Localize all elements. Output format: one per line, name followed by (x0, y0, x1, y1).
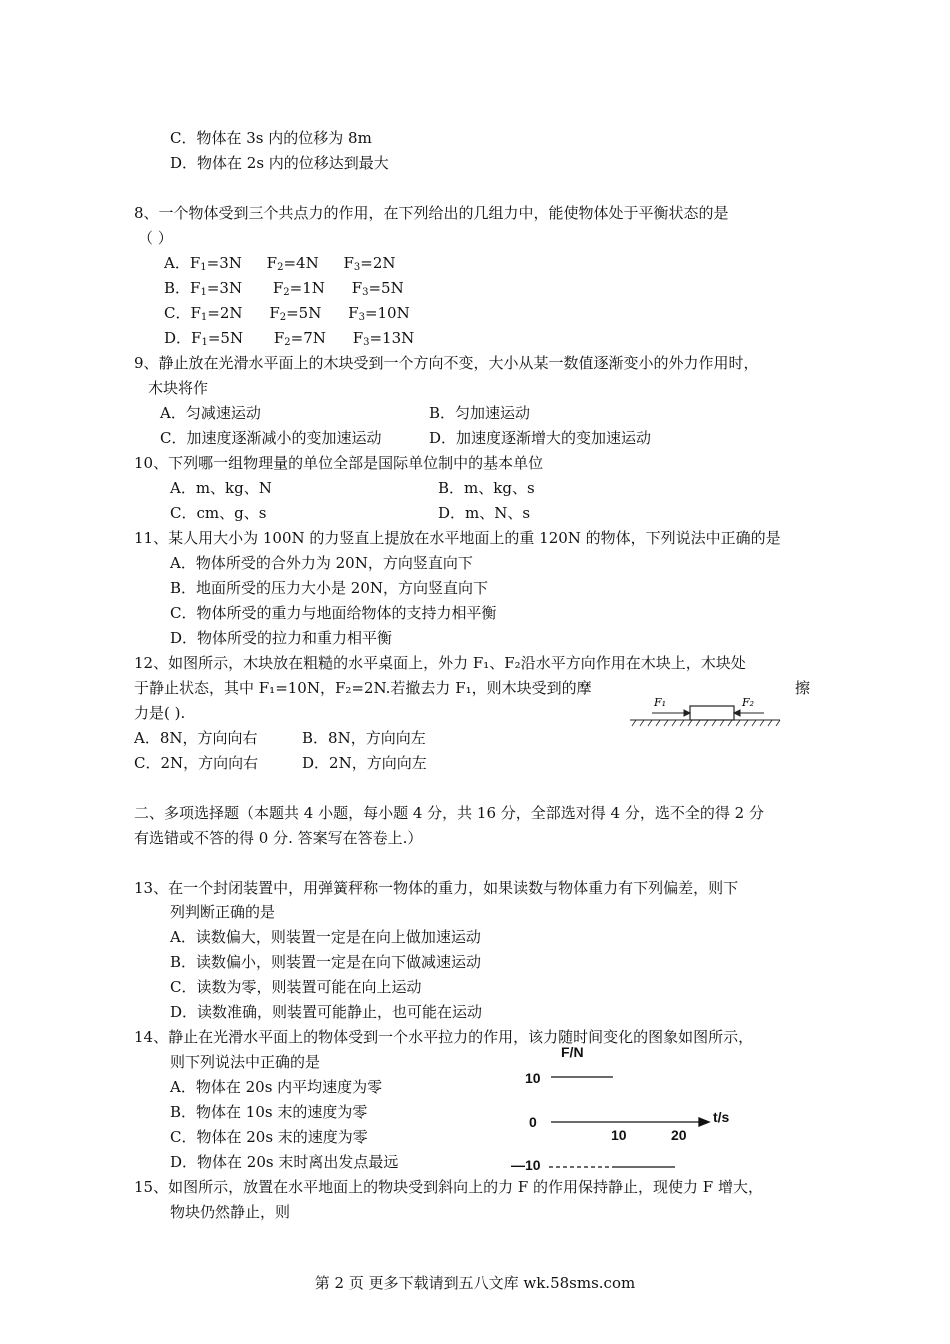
q10-option-c: C．cm、g、s (170, 504, 267, 522)
q12-stem-line3: 力是( ). (134, 704, 186, 722)
q12-option-b: B．8N，方向向左 (302, 729, 426, 747)
q11-option-b: B．地面所受的压力大小是 20N，方向竖直向下 (170, 579, 489, 597)
q8-option-c: C．$F_1=2N$ $F_2=5N$ $F_3=10N$ (164, 304, 410, 323)
chart-y-axis-label: F/N (561, 1044, 584, 1060)
q15-stem-line2: 物块仍然静止，则 (170, 1203, 291, 1221)
q13-option-a: A．读数偏大，则装置一定是在向上做加速运动 (170, 928, 481, 946)
q10-stem: 10、下列哪一组物理量的单位全部是国际单位制中的基本单位 (134, 454, 544, 472)
q9-option-d: D．加速度逐渐增大的变加速运动 (429, 429, 652, 447)
q10-option-a: A．m、kg、N (170, 479, 272, 497)
q14-option-a: A．物体在 20s 内平均速度为零 (170, 1078, 383, 1096)
q8-stem: 8、一个物体受到三个共点力的作用，在下列给出的几组力中，能使物体处于平衡状态的是 (134, 204, 729, 222)
q11-option-d: D．物体所受的拉力和重力相平衡 (170, 629, 393, 647)
q7-option-c: C．物体在 3s 内的位移为 8m (170, 129, 372, 147)
q12-stem-line2: 于静止状态，其中 F₁=10N，F₂=2N.若撤去力 F₁，则木块受到的摩 (134, 679, 592, 697)
q9-stem-line2: 木块将作 (148, 379, 209, 397)
q11-option-a: A．物体所受的合外力为 20N，方向竖直向下 (170, 554, 473, 572)
q13-option-d: D．读数准确，则装置可能静止，也可能在运动 (170, 1003, 483, 1021)
q9-option-a: A．匀减速运动 (160, 404, 261, 422)
q14-option-d: D．物体在 20s 末时离出发点最远 (170, 1153, 399, 1171)
q13-stem-line1: 13、在一个封闭装置中，用弹簧秤称一物体的重力，如果读数与物体重力有下列偏差，则下 (134, 879, 739, 897)
q8-option-a: A．$F_1=3N$ $F_2=4N$ $F_3=2N$ (164, 254, 396, 273)
chart-x-tick-10: 10 (611, 1127, 627, 1143)
q8-blank: （ ） (138, 229, 173, 247)
q13-option-b: B．读数偏小，则装置一定是在向下做减速运动 (170, 953, 482, 971)
q9-stem-line1: 9、静止放在光滑水平面上的木块受到一个方向不变，大小从某一数值逐渐变小的外力作用时， (134, 354, 759, 372)
q12-stem-line2-end: 擦 (795, 679, 811, 697)
q12-f2-arrow (734, 710, 764, 716)
chart-origin-label: 0 (529, 1114, 537, 1130)
q11-option-c: C．物体所受的重力与地面给物体的支持力相平衡 (170, 604, 497, 622)
q14-force-time-chart (505, 1040, 750, 1180)
q14-stem-line2: 则下列说法中正确的是 (170, 1053, 321, 1071)
q12-wooden-block (690, 706, 734, 720)
section2-heading-line2: 有选错或不答的得 0 分. 答案写在答卷上.） (134, 829, 423, 847)
q13-stem-line2: 列判断正确的是 (170, 903, 276, 921)
q9-option-c: C．加速度逐渐减小的变加速运动 (160, 429, 382, 447)
q12-f1-arrow (652, 710, 690, 716)
q10-option-b: B．m、kg、s (438, 479, 535, 497)
q12-stem-line1: 12、如图所示，木块放在粗糙的水平桌面上，外力 F₁、F₂沿水平方向作用在木块上，木块处 (134, 654, 746, 672)
q7-option-d: D．物体在 2s 内的位移达到最大 (170, 154, 389, 172)
chart-x-tick-20: 20 (671, 1127, 687, 1143)
q13-option-c: C．读数为零，则装置可能在向上运动 (170, 978, 422, 996)
q12-f2-label: F₂ (742, 696, 755, 709)
q12-block-diagram (628, 692, 784, 732)
q9-option-b: B．匀加速运动 (429, 404, 531, 422)
q8-option-b: B．$F_1=3N$ $F_2=1N$ $F_3=5N$ (164, 279, 404, 298)
q15-stem-line1: 15、如图所示，放置在水平地面上的物块受到斜向上的力 F 的作用保持静止，现使力 F 增大， (134, 1178, 763, 1196)
q12-ground (630, 720, 780, 726)
chart-y-tick-neg: —10 (511, 1157, 541, 1173)
q12-f1-label: F₁ (654, 696, 667, 709)
q10-option-d: D．m、N、s (438, 504, 531, 522)
q12-option-c: C．2N，方向向右 (134, 754, 259, 772)
q14-option-c: C．物体在 20s 末的速度为零 (170, 1128, 368, 1146)
chart-t-axis (551, 1118, 709, 1126)
q11-stem: 11、某人用大小为 100N 的力竖直上提放在水平地面上的重 120N 的物体，下列说法中正确的是 (134, 529, 781, 547)
section2-heading-line1: 二、多项选择题（本题共 4 小题，每小题 4 分，共 16 分，全部选对得 4 分，选不全的得 2 分 (134, 804, 764, 822)
q14-stem-line1: 14、静止在光滑水平面上的物体受到一个水平拉力的作用，该力随时间变化的图象如图所示， (134, 1028, 754, 1046)
q12-option-a: A．8N，方向向右 (134, 729, 258, 747)
chart-x-axis-label: t/s (713, 1109, 730, 1125)
q12-option-d: D．2N，方向向左 (302, 754, 427, 772)
page-footer: 第 2 页 更多下载请到五八文库 wk.58sms.com (314, 1274, 636, 1292)
chart-y-tick-pos: 10 (525, 1070, 541, 1086)
q8-option-d: D．$F_1=5N$ $F_2=7N$ $F_3=13N$ (164, 329, 415, 348)
q14-option-b: B．物体在 10s 末的速度为零 (170, 1103, 368, 1121)
